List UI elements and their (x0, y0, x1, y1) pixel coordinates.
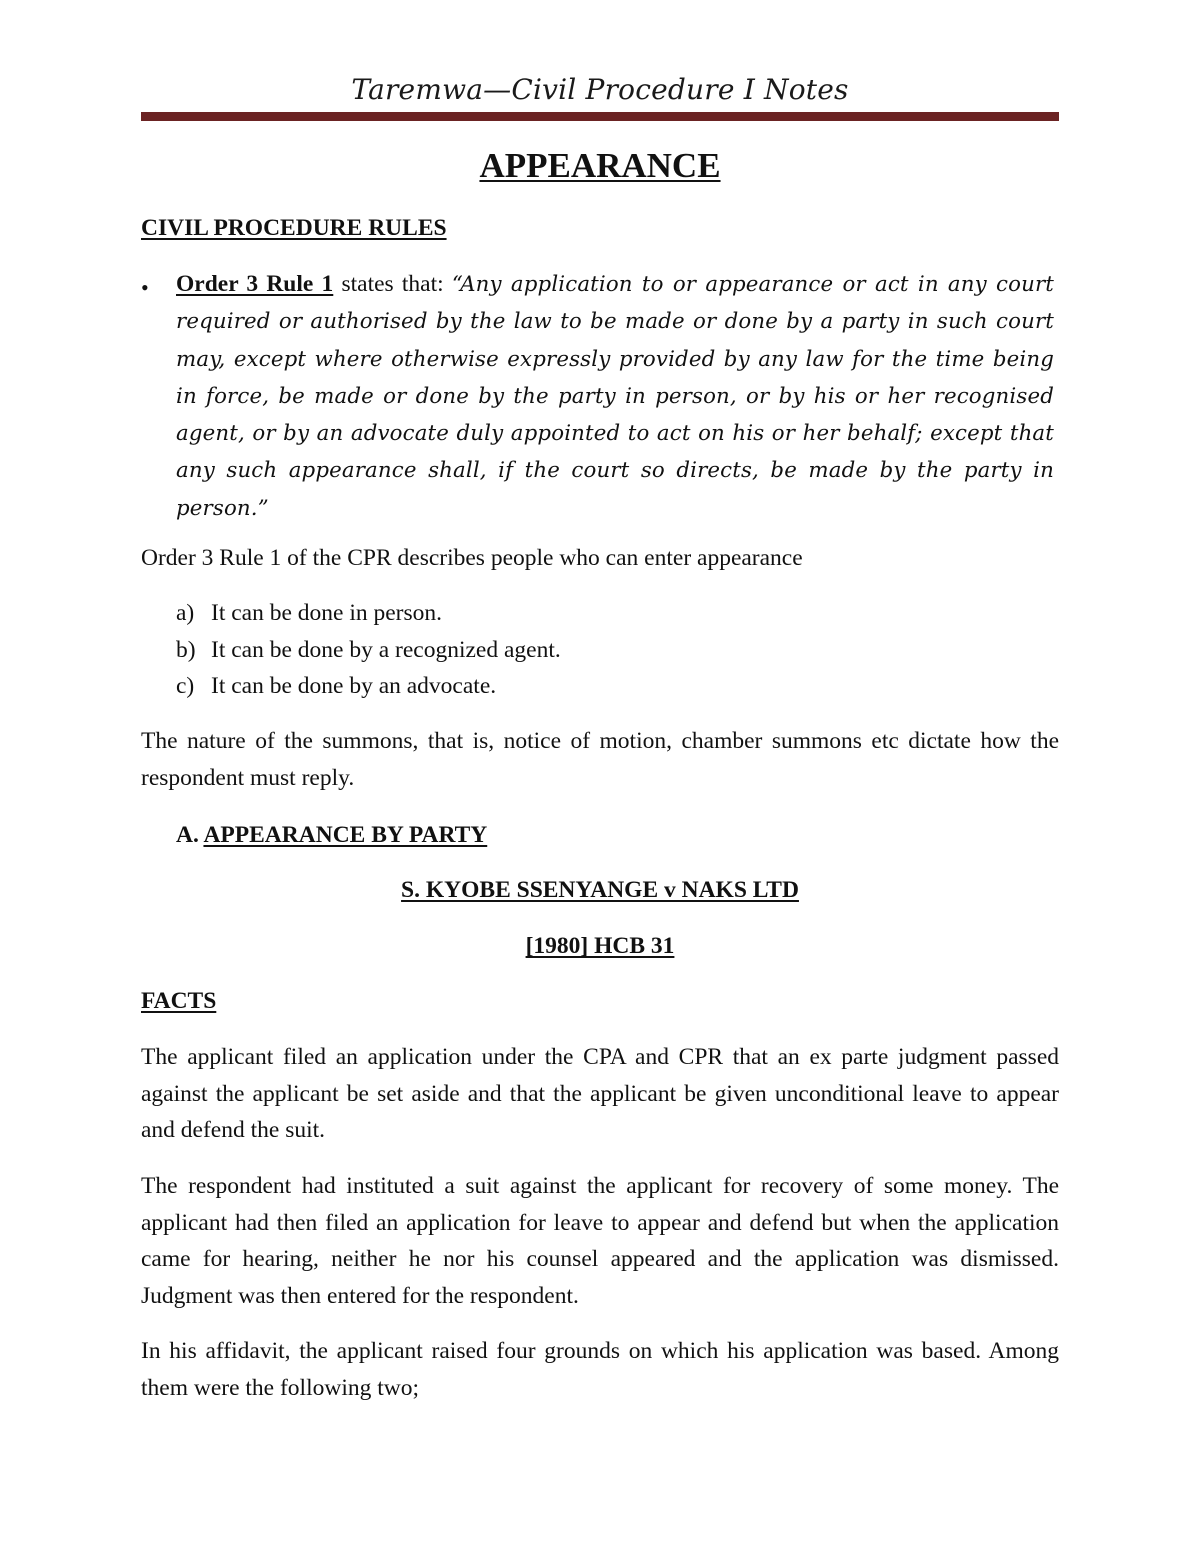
facts-heading: FACTS (141, 988, 217, 1014)
subsection-title: APPEARANCE BY PARTY (203, 822, 488, 848)
paragraph: The respondent had instituted a suit against the applicant for recovery of some money. The applicant had then filed an application for leave to appear and defend but when the application came for hearing, neither he nor his counsel appeared and the application was dismissed. Judgment was then entered for the respondent. (141, 1173, 1059, 1309)
case-citation: [1980] HCB 31 (525, 933, 675, 959)
list-marker: c) (176, 673, 195, 700)
list-item-text: It can be done in person. (211, 600, 443, 626)
page-title: APPEARANCE (479, 146, 721, 185)
list-item (176, 632, 1056, 669)
list-item-text: It can be done by a recognized agent. (211, 636, 561, 663)
nature-paragraph: The nature of the summons, that is, notice of motion, chamber summons etc dictate how the respondent must reply. (141, 728, 1059, 791)
rule-reference: Order 3 Rule 1 (176, 271, 334, 297)
running-header: Taremwa—Civil Procedure I Notes (351, 73, 849, 106)
case-name: S. KYOBE SSENYANGE v NAKS LTD (401, 877, 799, 903)
list-item-text: It can be done by an advocate. (211, 673, 497, 700)
appearance-list (176, 595, 1056, 705)
rule-lead-in: states that: (333, 271, 452, 297)
bullet-text (176, 266, 1054, 527)
intro-line: Order 3 Rule 1 of the CPR describes people who can enter appearance (141, 545, 803, 571)
paragraph: The applicant filed an application under the CPA and CPR that an ex parte judgment passed against the applicant be set aside and that the applicant be given unconditional leave to appear and defend the suit. (141, 1044, 1059, 1143)
list-marker: b) (176, 636, 196, 663)
list-item (176, 668, 1056, 705)
subsection-label: A. (176, 822, 199, 848)
header-rule (141, 112, 1059, 121)
section-heading: CIVIL PROCEDURE RULES (141, 215, 447, 241)
list-marker: a) (176, 600, 195, 626)
subsection-heading (176, 817, 487, 853)
rule-quote: “Any application to or appearance or act in any court required or authorised by the law to be made or done by a party in such court may, except where otherwise expressly provided by any law for the time being in force, be made or done by the party in person, or by his or her recognised agent, or by an advocate duly appointed to act on his or her behalf; except that any such appearance shall, if the court so directs, be made by the party in person.” (176, 272, 1054, 521)
bullet-icon: • (141, 275, 149, 300)
list-item (176, 595, 1056, 632)
paragraph: In his affidavit, the applicant raised four grounds on which his application was based. Among them were the following two; (141, 1338, 1059, 1401)
